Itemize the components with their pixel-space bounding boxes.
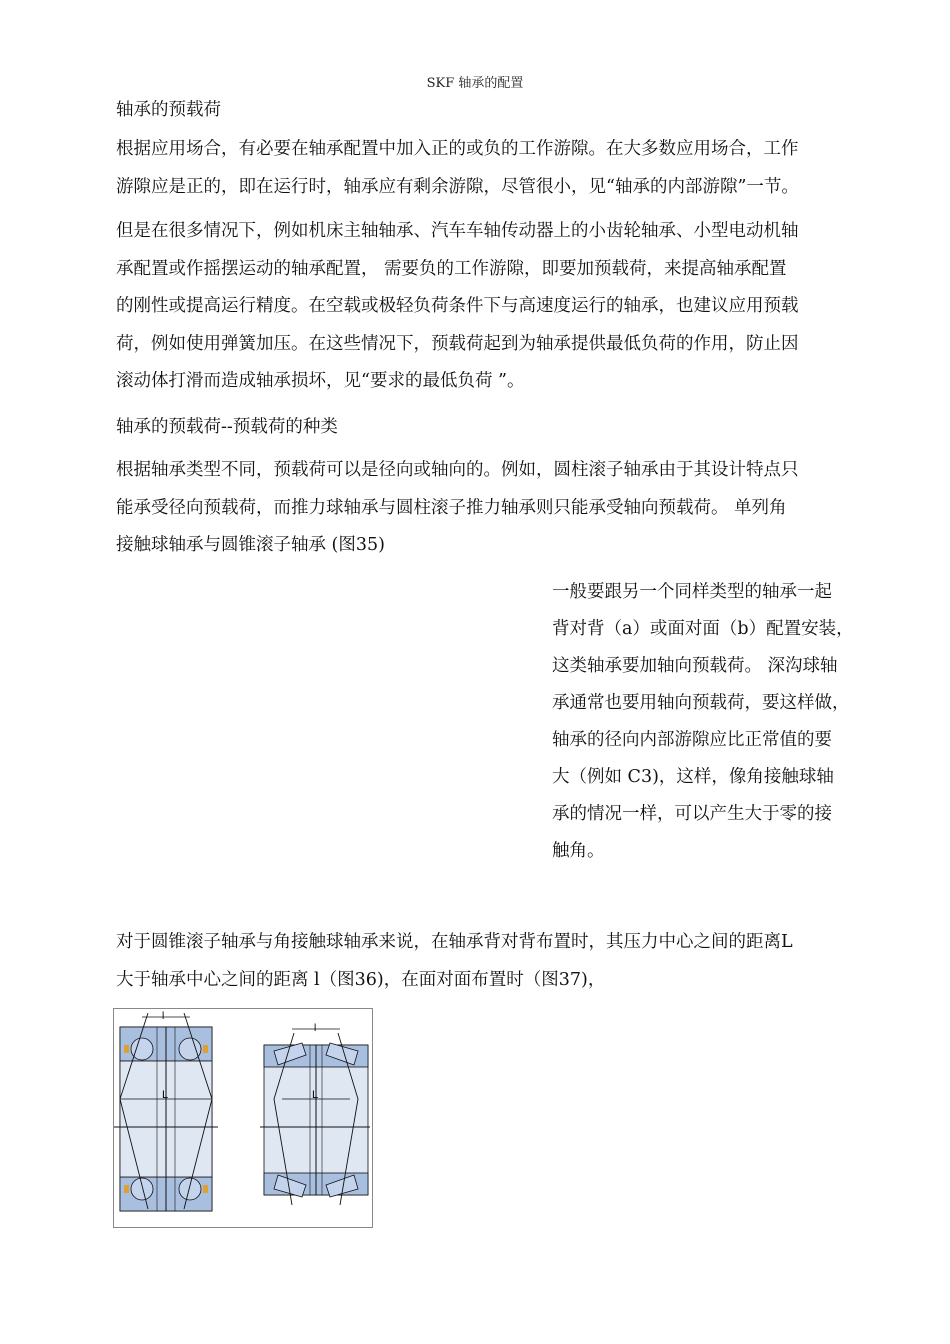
ball-bearing-pair <box>114 1011 218 1211</box>
ball-icon <box>179 1038 201 1060</box>
paragraph-4 <box>552 574 854 870</box>
text-line: 根据应用场合，有必要在轴承配置中加入正的或负的工作游隙。在大多数应用场合，工作 <box>116 139 799 159</box>
text-line: 这类轴承要加轴向预载荷。 深沟球轴 <box>552 656 838 676</box>
text-line: 但是在很多情况下，例如机床主轴轴承、汽车车轴传动器上的小齿轮轴承、小型电动机轴 <box>116 221 799 241</box>
text-line: 承通常也要用轴向预载荷，要这样做， <box>552 693 850 713</box>
distance-label-large: L <box>162 1089 169 1101</box>
text-line: 荷，例如使用弹簧加压。在这些情况下，预载荷起到为轴承提供最低负荷的作用，防止因 <box>116 333 799 354</box>
text-line: 大于轴承中心之间的距离 l（图36)，在面对面布置时（图37)， <box>116 969 606 990</box>
text-line: 接触球轴承与圆锥滚子轴承 (图35) <box>116 535 385 555</box>
bearing-diagram <box>114 1009 372 1227</box>
paragraph-5 <box>116 924 793 999</box>
section-title-preload: 轴承的预载荷 <box>116 100 221 120</box>
text-line: 承的情况一样，可以产生大于零的接 <box>552 804 832 824</box>
text-line: 承配置或作摇摆运动的轴承配置， 需要负的工作游隙，即要加预载荷，来提高轴承配置 <box>116 258 787 279</box>
section-title-preload-types: 轴承的预载荷--预载荷的种类 <box>116 417 338 437</box>
tapered-roller-bearing-pair <box>260 1023 370 1205</box>
ball-icon <box>131 1038 153 1060</box>
text-line: 根据轴承类型不同，预载荷可以是径向或轴向的。例如，圆柱滚子轴承由于其设计特点只 <box>116 460 799 480</box>
text-line: 游隙应是正的，即在运行时，轴承应有剩余游隙，尽管很小，见“轴承的内部游隙”一节。 <box>116 176 799 197</box>
text-line: 的刚性或提高运行精度。在空载或极轻负荷条件下与高速度运行的轴承，也建议应用预载 <box>116 296 799 316</box>
text-line: 对于圆锥滚子轴承与角接触球轴承来说，在轴承背对背布置时，其压力中心之间的距离L <box>116 932 793 952</box>
paragraph-3 <box>116 452 799 565</box>
text-line: 大（例如 C3)，这样，像角接触球轴 <box>552 767 834 787</box>
distance-label-small: l <box>314 1023 317 1034</box>
text-line: 背对背（a）或面对面（b）配置安装， <box>552 619 854 639</box>
page-header: SKF 轴承的配置 <box>426 76 524 91</box>
bearing-arrangement-figure <box>113 1008 373 1228</box>
paragraph-1 <box>116 131 799 206</box>
ball-icon <box>179 1178 201 1200</box>
text-line: 轴承的径向内部游隙应比正常值的要 <box>552 730 832 750</box>
ball-icon <box>131 1178 153 1200</box>
distance-label-large: L <box>312 1089 319 1101</box>
paragraph-2 <box>116 213 799 401</box>
text-line: 能承受径向预载荷，而推力球轴承与圆柱滚子推力轴承则只能承受轴向预载荷。 单列角 <box>116 497 787 518</box>
text-line: 一般要跟另一个同样类型的轴承一起 <box>552 582 832 602</box>
distance-label-small: l <box>162 1011 165 1022</box>
text-line: 滚动体打滑而造成轴承损坏，见“要求的最低负荷 ”。 <box>116 371 525 391</box>
text-line: 触角。 <box>552 841 605 861</box>
